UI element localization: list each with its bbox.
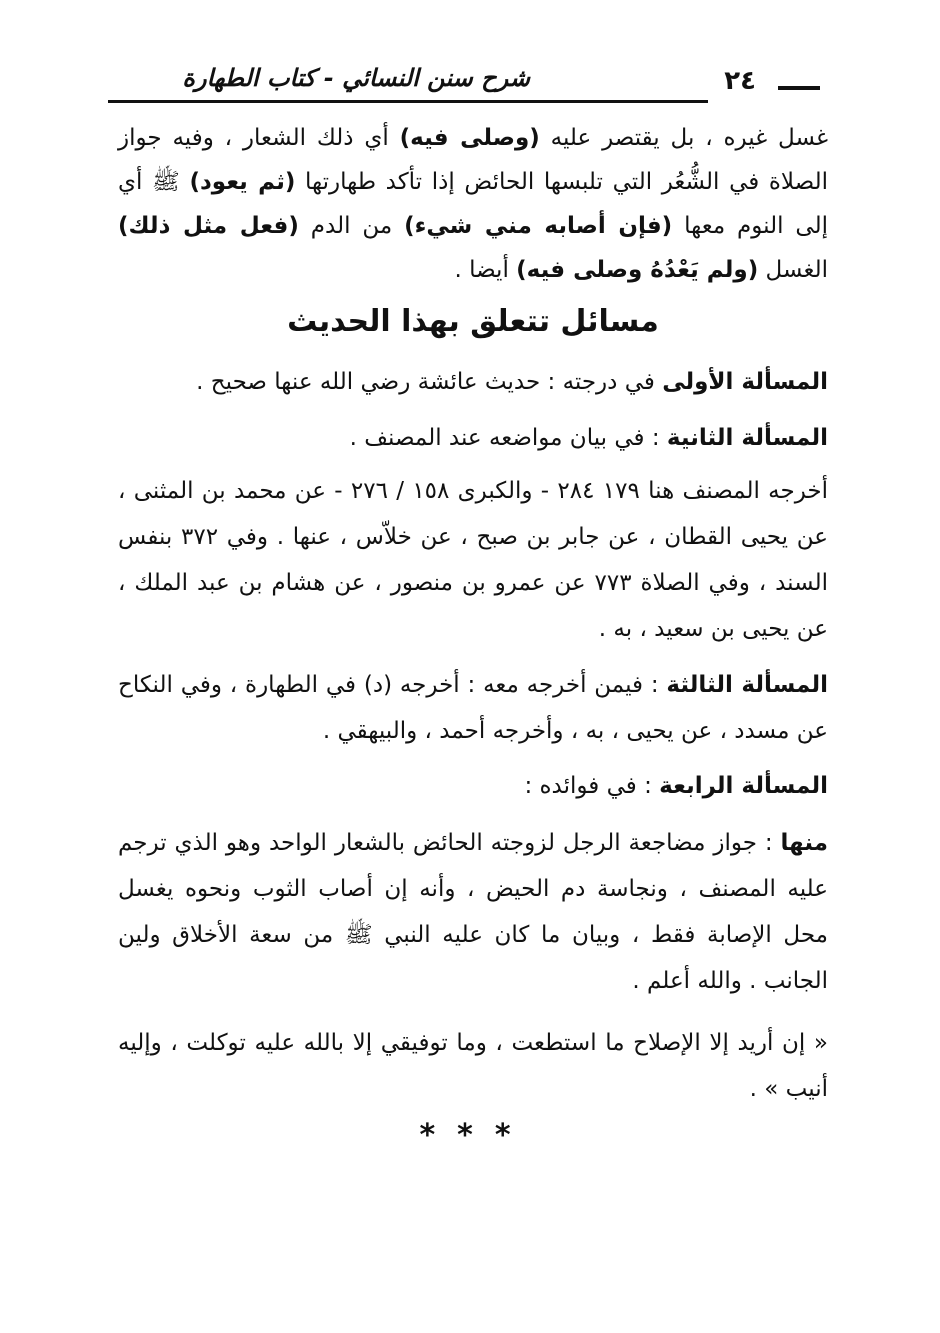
intro-text-2: أي ذلك الشعار ، وفيه جواز الصلاة في الشُّعُر التي تلبسها الحائض إذا تأكد طهارتها [118, 125, 828, 195]
intro-bold-5: (ولم يَعْدُهُ وصلى فيه) [516, 257, 759, 283]
issue-3 [118, 662, 828, 754]
intro-bold-3: (فإن أصابه مني شيء) [404, 213, 673, 239]
intro-paragraph [118, 116, 828, 292]
end-ornament [0, 1118, 940, 1153]
header-rule [108, 100, 708, 103]
issue-1 [118, 356, 828, 408]
intro-text-3: ﷺ أي إلى النوم معها [118, 169, 829, 239]
issue-2-label: المسألة الثانية [666, 425, 828, 451]
running-title: شرح سنن النسائي - كتاب الطهارة [182, 64, 530, 92]
intro-text-4: من الدم [298, 213, 405, 239]
intro-bold-1: (وصلى فيه) [399, 125, 540, 151]
issue-1-text: في درجته : حديث عائشة رضي الله عنها صحيح . [196, 369, 663, 395]
star-2: * [457, 1118, 483, 1153]
intro-bold-4: (فعل مثل ذلك) [118, 213, 299, 239]
header-dash [778, 86, 820, 90]
benefits-text: : جواز مضاجعة الرجل لزوجته الحائض بالشعار الواحد وهو الذي ترجم عليه المصنف ، ونجاسة دم الحيض ، وأنه إن أصاب الثوب ونحوه يغسل محل الإصابة فقط ، وبيان ما كان عليه النبي ﷺ من سعة الأخلاق ولين الجانب . والله أعلم . [118, 830, 828, 994]
closing-quote: « إن أريد إلا الإصلاح ما استطعت ، وما توفيقي إلا بالله عليه توكلت ، وإليه أنيب » . [118, 1030, 828, 1102]
page-header [108, 64, 820, 104]
issue-4-text: : في فوائده : [524, 773, 660, 799]
section-heading: مسائل تتعلق بهذا الحديث [287, 304, 659, 339]
page-number: ٢٤ [724, 66, 756, 96]
issue-3-label: المسألة الثالثة [666, 672, 828, 698]
issue-3-text: : فيمن أخرجه معه : أخرجه (د) في الطهارة ، وفي النكاح عن مسدد ، عن يحيى ، به ، وأخرجه أحمد ، والبيهقي . [118, 672, 828, 744]
benefits-paragraph [118, 820, 828, 1004]
intro-text-1: غسل غيره ، بل يقتصر عليه [539, 125, 828, 151]
issue-2 [118, 412, 828, 464]
issue-2-text: : في بيان مواضعه عند المصنف . [349, 425, 667, 451]
intro-text-5: الغسل [758, 257, 828, 283]
issue-4 [118, 760, 828, 812]
benefits-label: منها [780, 830, 828, 856]
star-1: * [419, 1118, 446, 1153]
issue-4-label: المسألة الرابعة [659, 773, 828, 799]
intro-text-6: أيضا . [454, 257, 517, 283]
intro-bold-2: (ثم يعود) [189, 169, 296, 195]
issue-1-label: المسألة الأولى [662, 369, 828, 395]
star-3: * [494, 1118, 521, 1153]
takhrij-paragraph: أخرجه المصنف هنا ١٧٩ ٢٨٤ - والكبرى ١٥٨ / ٢٧٦ - عن محمد بن المثنى ، عن يحيى القطان ، عن جابر بن صبح ، عن خلاّس ، عنها . وفي ٣٧٢ بنفس السند ، وفي الصلاة ٧٧٣ عن عمرو بن منصور ، عن هشام بن عبد الملك ، عن يحيى بن سعيد ، به . [118, 478, 829, 642]
